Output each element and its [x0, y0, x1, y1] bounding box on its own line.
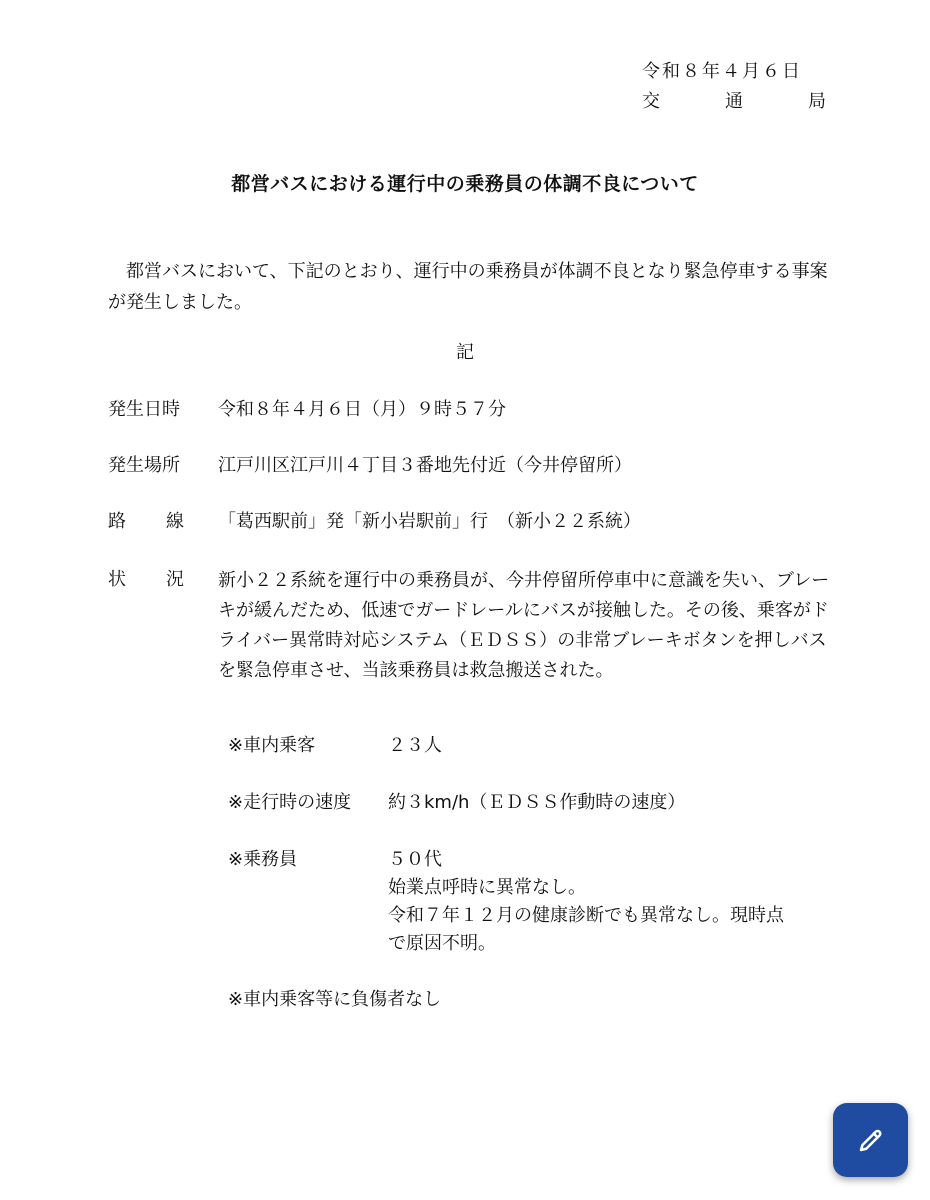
passengers-note-label: ※車内乗客 [228, 735, 316, 756]
crew-note-line: で原因不明。 [388, 933, 496, 954]
passengers-note-value: ２３人 [388, 735, 442, 756]
speed-note-label: ※走行時の速度 [228, 792, 352, 813]
route-label [108, 508, 184, 536]
crew-note-label: ※乗務員 [228, 849, 298, 870]
status-label-char: 状 [108, 569, 126, 590]
department-char: 通 [725, 91, 743, 112]
department-char: 局 [808, 91, 826, 112]
location-label: 発生場所 [108, 455, 180, 476]
issue-date: 令和８年４月６日 [642, 61, 802, 82]
route-label-char: 線 [166, 511, 184, 532]
ki-heading: 記 [456, 342, 474, 363]
edit-button[interactable] [833, 1103, 908, 1177]
route-value: 「葛西駅前」発「新小岩駅前」行 （新小２２系統） [218, 511, 641, 532]
location-value: 江戸川区江戸川４丁目３番地先付近（今井停留所） [218, 455, 632, 476]
datetime-value: 令和８年４月６日（月）９時５７分 [218, 399, 506, 420]
datetime-label: 発生日時 [108, 399, 180, 420]
crew-note-line: 始業点呼時に異常なし。 [388, 877, 586, 898]
document-title: 都営バスにおける運行中の乗務員の体調不良について [231, 173, 699, 195]
status-label [108, 566, 184, 594]
status-value: 新小２２系統を運行中の乗務員が、今井停留所停車中に意識を失い、ブレーキが緩んだため、低速でガードレールにバスが接触した。その後、乗客がドライバー異常時対応システム（ＥＤＳＳ）の非常ブレーキボタンを押しバスを緊急停車させ、当該乗務員は救急搬送された。 [218, 570, 830, 681]
crew-note-line: ５０代 [388, 849, 442, 870]
injuries-note: ※車内乗客等に負傷者なし [228, 989, 442, 1010]
status-label-char: 況 [166, 569, 184, 590]
route-label-char: 路 [108, 511, 126, 532]
speed-note-value: 約３km/h（ＥＤＳＳ作動時の速度） [388, 792, 686, 813]
pencil-icon [856, 1125, 886, 1155]
department-char: 交 [642, 91, 660, 112]
intro-paragraph: 都営バスにおいて、下記のとおり、運行中の乗務員が体調不良となり緊急停車する事案が発生しました。 [108, 261, 828, 313]
issuing-department [642, 88, 826, 116]
crew-note-line: 令和７年１２月の健康診断でも異常なし。現時点 [388, 905, 784, 926]
